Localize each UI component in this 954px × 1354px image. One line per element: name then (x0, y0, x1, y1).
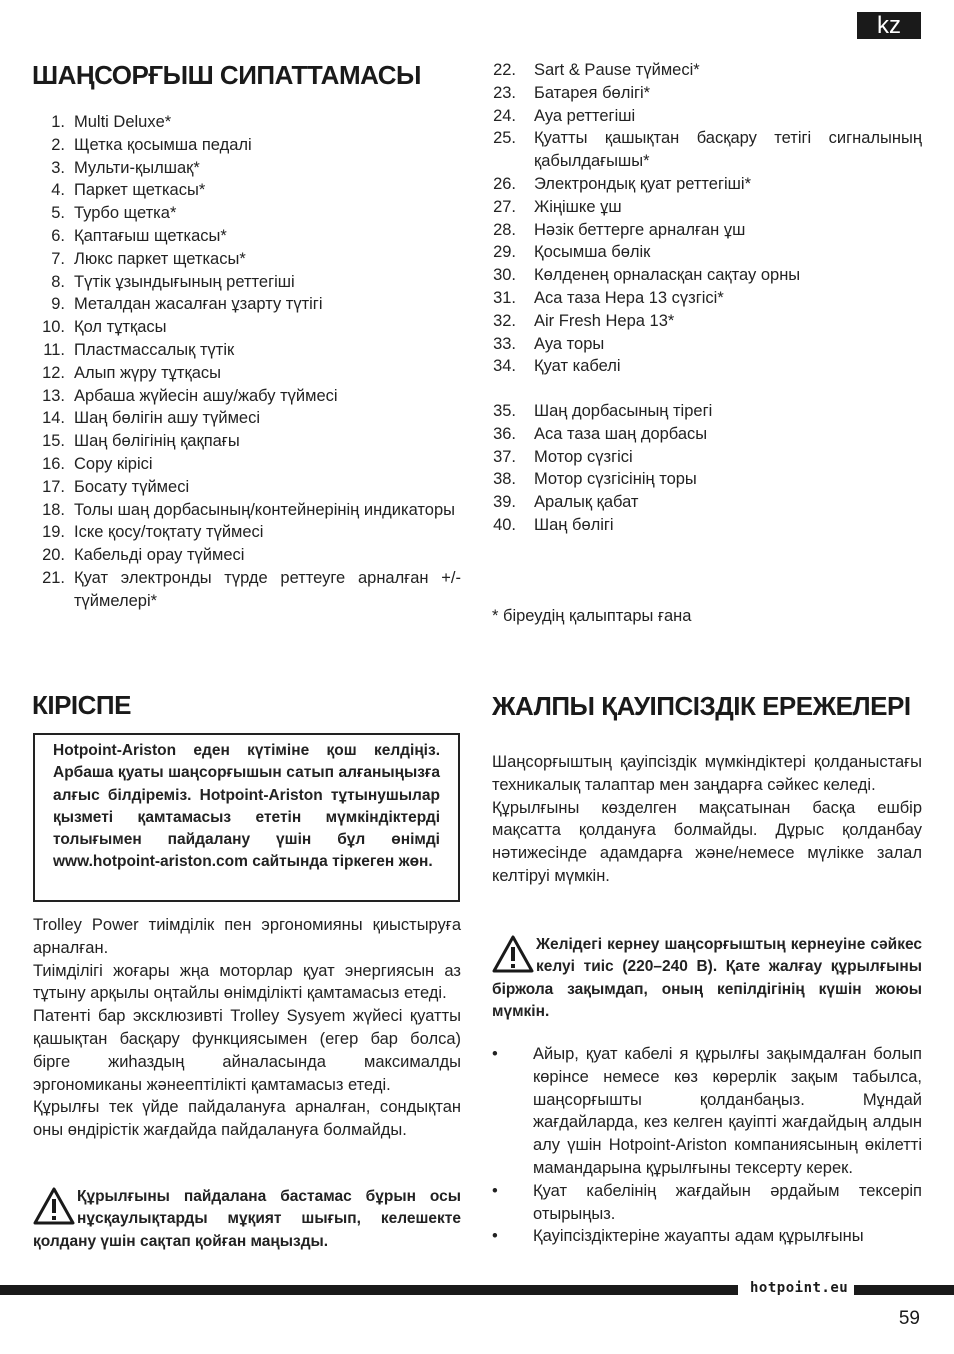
list-item (492, 423, 922, 446)
item-text: Ауа торы (534, 334, 605, 353)
item-text: Шаң бөлігінің қақпағы (74, 432, 240, 451)
item-text: Шаң бөлігін ашу түймесі (74, 409, 261, 428)
item-number: 4. (51, 181, 65, 200)
item-number: 14. (42, 409, 65, 428)
item-text: Арбаша жүйесін ашу/жабу түймесі (74, 386, 338, 405)
safety-paragraphs (492, 751, 922, 888)
list-item (33, 248, 461, 271)
item-text: Қол тұтқасы (74, 318, 167, 337)
paragraph: Құрылғыны көзделген мақсатынан басқа ешбір мақсатта қолдануға болмайды. Дұрыс қолданбау нәтижесінде адамдарға және/немесе мүлікке залал келтіруі мүмкін. (492, 798, 922, 885)
item-text: Нәзік беттерге арналған ұш (534, 220, 746, 239)
list-item (33, 544, 461, 567)
item-text: Алып жүру тұтқасы (74, 363, 221, 382)
list-item (492, 491, 922, 514)
footer-bar-left (0, 1285, 738, 1295)
list-item (33, 521, 461, 544)
item-text: Батарея бөлігі* (534, 83, 651, 102)
list-item (33, 476, 461, 499)
item-text: Мульти-қылшақ* (74, 158, 200, 177)
item-number: 16. (42, 454, 65, 473)
list-item (492, 310, 922, 333)
list-item (492, 241, 922, 264)
item-text: Мотор сүзгісі (534, 447, 633, 466)
list-item (33, 293, 461, 316)
list-item (33, 430, 461, 453)
item-number: 20. (42, 546, 65, 565)
item-text: Кабельді орау түймесі (74, 546, 245, 565)
bullet-text: Қауіпсіздіктеріне жауапты адам құрылғыны (533, 1227, 864, 1246)
item-number: 32. (493, 311, 516, 330)
intro-warning (33, 1186, 461, 1253)
item-text: Паркет щеткасы* (74, 181, 206, 200)
safety-bullets (492, 1043, 922, 1248)
list-item (33, 316, 461, 339)
item-text: Аралық қабат (534, 493, 639, 512)
brand-url: hotpoint.eu (750, 1280, 849, 1296)
voltage-warning (492, 934, 922, 1023)
item-text: Электрондық қуат реттегіші* (534, 174, 751, 193)
list-item (33, 567, 461, 613)
list-item (492, 127, 922, 173)
list-item (492, 514, 922, 537)
item-number: 22. (493, 61, 516, 79)
item-text: Жіңішке ұш (534, 197, 622, 216)
bullet-dot: • (492, 1227, 498, 1246)
list-item (33, 407, 461, 430)
bullet-text: Айыр, қуат кабелі я құрылғы зақымдалған болып көрінсе немесе көз көрерлік зақым табылса, шаңсорғышты қолданбаңыз. Мұндай жағдайларда, кез келген қауіпті жағдайдың алдын алу үшін Hotpoint-Ariston компаниясының өкілетті мамандарына құрылғыны тексерту керек. (533, 1045, 922, 1177)
item-number: 34. (493, 357, 516, 376)
warning-icon (33, 1186, 75, 1226)
item-number: 19. (42, 523, 65, 542)
item-text: Шаң дорбасының тірегі (534, 402, 713, 420)
item-number: 15. (42, 432, 65, 451)
item-text: Босату түймесі (74, 477, 190, 496)
item-text: Сору кірісі (74, 454, 153, 473)
safety-section-title: ЖАЛПЫ ҚАУІПСІЗДІК ЕРЕЖЕЛЕРІ (492, 691, 911, 721)
item-text: Пластмассалық түтік (74, 340, 235, 359)
item-number: 31. (493, 288, 516, 307)
item-text: Металдан жасалған ұзарту түтігі (74, 295, 323, 314)
item-text: Іске қосу/тоқтату түймесі (74, 523, 264, 542)
item-number: 17. (42, 477, 65, 496)
item-number: 6. (51, 226, 65, 245)
item-number: 1. (51, 113, 65, 131)
language-badge: kz (857, 12, 921, 39)
item-number: 3. (51, 158, 65, 177)
parts-list-right-a (492, 59, 922, 378)
item-text: Қосымша бөлік (534, 243, 651, 262)
item-number: 37. (493, 447, 516, 466)
item-number: 39. (493, 493, 516, 512)
item-number: 2. (51, 135, 65, 154)
item-text: Көлденең орналасқан сақтау орны (534, 266, 801, 285)
paragraph: Тиімділігі жоғары жңа моторлар қуат энергиясын аз тұтыну арқылы оңтайлы өнімділікті қамтамасыз етеді. (33, 961, 461, 1003)
item-number: 27. (493, 197, 516, 216)
item-number: 30. (493, 266, 516, 285)
item-number: 29. (493, 243, 516, 262)
paragraph: Trolley Power тиімділік пен эргономияны қиыстыруға арналған. (33, 916, 461, 957)
item-number: 13. (42, 386, 65, 405)
intro-section-title: КІРІСПЕ (32, 690, 131, 720)
list-item (33, 339, 461, 362)
parts-list-right-b (492, 400, 922, 537)
list-item (33, 453, 461, 476)
list-item (33, 179, 461, 202)
item-number: 23. (493, 83, 516, 102)
item-text: Турбо щетка* (74, 204, 177, 223)
list-item (33, 111, 461, 134)
item-text: Multi Deluxe* (74, 113, 172, 131)
item-text: Air Fresh Hepa 13* (534, 311, 675, 330)
list-item (492, 446, 922, 469)
item-text: Щетка қосымша педалі (74, 135, 252, 154)
list-item (33, 385, 461, 408)
list-item (492, 105, 922, 128)
list-item (492, 196, 922, 219)
item-number: 11. (43, 340, 65, 359)
item-number: 12. (42, 363, 65, 382)
warning-icon (492, 934, 534, 974)
bullet-item (492, 1225, 922, 1248)
item-number: 28. (493, 220, 516, 239)
paragraph: Құрылғы тек үйде пайдалануға арналған, сондықтан оны өндірістік жағдайда пайдалануға болмайды. (33, 1098, 461, 1140)
list-item (33, 362, 461, 385)
item-number: 5. (51, 204, 65, 223)
item-number: 9. (51, 295, 65, 314)
intro-warning-text: Құрылғыны пайдалана бастамас бұрын осы нұсқаулықтарды мұқият шығып, келешекте қолдану үшін сақтап қойған маңызды. (33, 1188, 461, 1250)
paragraph: Патенті бар эксклюзивті Trolley Sysyem жүйесі қуатты қашықтан басқару функциясымен (егер бар болса) бірге жиһаздың айналасында максималды эргономиканы жәнеептілікті қамтамасыз етеді. (33, 1007, 461, 1094)
item-text: Қуат электронды түрде реттеуге арналған +/- түймелері* (74, 568, 461, 610)
bullet-dot: • (492, 1181, 498, 1200)
list-item (33, 202, 461, 225)
list-item (33, 271, 461, 294)
item-number: 18. (42, 500, 65, 519)
item-number: 25. (493, 129, 516, 148)
list-item (492, 355, 922, 378)
bullet-dot: • (492, 1045, 498, 1063)
list-item (33, 499, 461, 522)
welcome-box: Hotpoint-Ariston еден күтіміне қош келдіңіз. Арбаша қуаты шаңсорғышын сатып алғаныңызға алғыс білдіреміз. Hotpoint-Ariston тұтынушылар қызметі қамтамасыз ететін мүмкіндіктерді толығымен пайдалану үшін бұл өнімді www.hotpoint-ariston.com сайтында тіркеген жөн. (33, 733, 460, 902)
item-text: Толы шаң дорбасының/контейнерінің индикаторы (74, 500, 456, 519)
bullet-item (492, 1180, 922, 1226)
item-text: Аса таза Hepa 13 сүзгісі* (534, 288, 724, 307)
item-number: 21. (42, 568, 65, 587)
list-item (492, 400, 922, 423)
item-number: 35. (493, 402, 516, 420)
item-text: Ауа реттегіші (534, 106, 636, 125)
list-item (33, 157, 461, 180)
list-item (492, 59, 922, 82)
item-number: 36. (493, 424, 516, 443)
item-number: 33. (493, 334, 516, 353)
bullet-text: Қуат кабелінің жағдайын әрдайым тексеріп отырыңыз. (533, 1181, 922, 1223)
parts-section-title: ШАҢСОРҒЫШ СИПАТТАМАСЫ (32, 60, 421, 90)
parts-list-left (33, 111, 461, 613)
item-number: 40. (493, 515, 516, 534)
item-number: 7. (51, 249, 65, 268)
item-text: Қуат кабелі (534, 357, 621, 376)
item-text: Қаптағыш щеткасы* (74, 226, 227, 245)
bullet-item (492, 1043, 922, 1180)
item-number: 10. (42, 318, 65, 337)
item-text: Мотор сүзгісінің торы (534, 470, 697, 489)
footer-bar-right (854, 1285, 954, 1295)
item-text: Қуатты қашықтан басқару тетігі сигналының қабылдағышы* (534, 129, 922, 171)
list-item (492, 219, 922, 242)
list-item (33, 134, 461, 157)
list-item (492, 287, 922, 310)
item-text: Түтік ұзындығының реттегіші (74, 272, 295, 291)
list-item (492, 468, 922, 491)
list-item (492, 82, 922, 105)
item-number: 24. (493, 106, 516, 125)
paragraph: Шаңсорғыштың қауіпсіздік мүмкіндіктері қолданыстағы техникалық талаптар мен заңдарға сәйкес келеді. (492, 753, 922, 794)
item-text: Sart & Pause түймесі* (534, 61, 700, 79)
page-number: 59 (898, 1308, 920, 1329)
list-item (492, 173, 922, 196)
footnote: * біреудің қалыптары ғана (492, 607, 692, 625)
list-item (33, 225, 461, 248)
item-number: 38. (493, 470, 516, 489)
item-text: Шаң бөлігі (534, 515, 614, 534)
list-item (492, 264, 922, 287)
item-number: 26. (493, 174, 516, 193)
item-text: Аса таза шаң дорбасы (534, 424, 708, 443)
voltage-warning-text: Желідегі кернеу шаңсорғыштың кернеуіне сәйкес келуі тиіс (220–240 В). Қате жалғау құрылғыны біржола зақымдап, оның кепілдігінің күшін жоюы мүмкін. (492, 936, 922, 1020)
item-text: Люкс паркет щеткасы* (74, 249, 246, 268)
list-item (492, 333, 922, 356)
item-number: 8. (51, 272, 65, 291)
intro-paragraphs (33, 914, 461, 1142)
